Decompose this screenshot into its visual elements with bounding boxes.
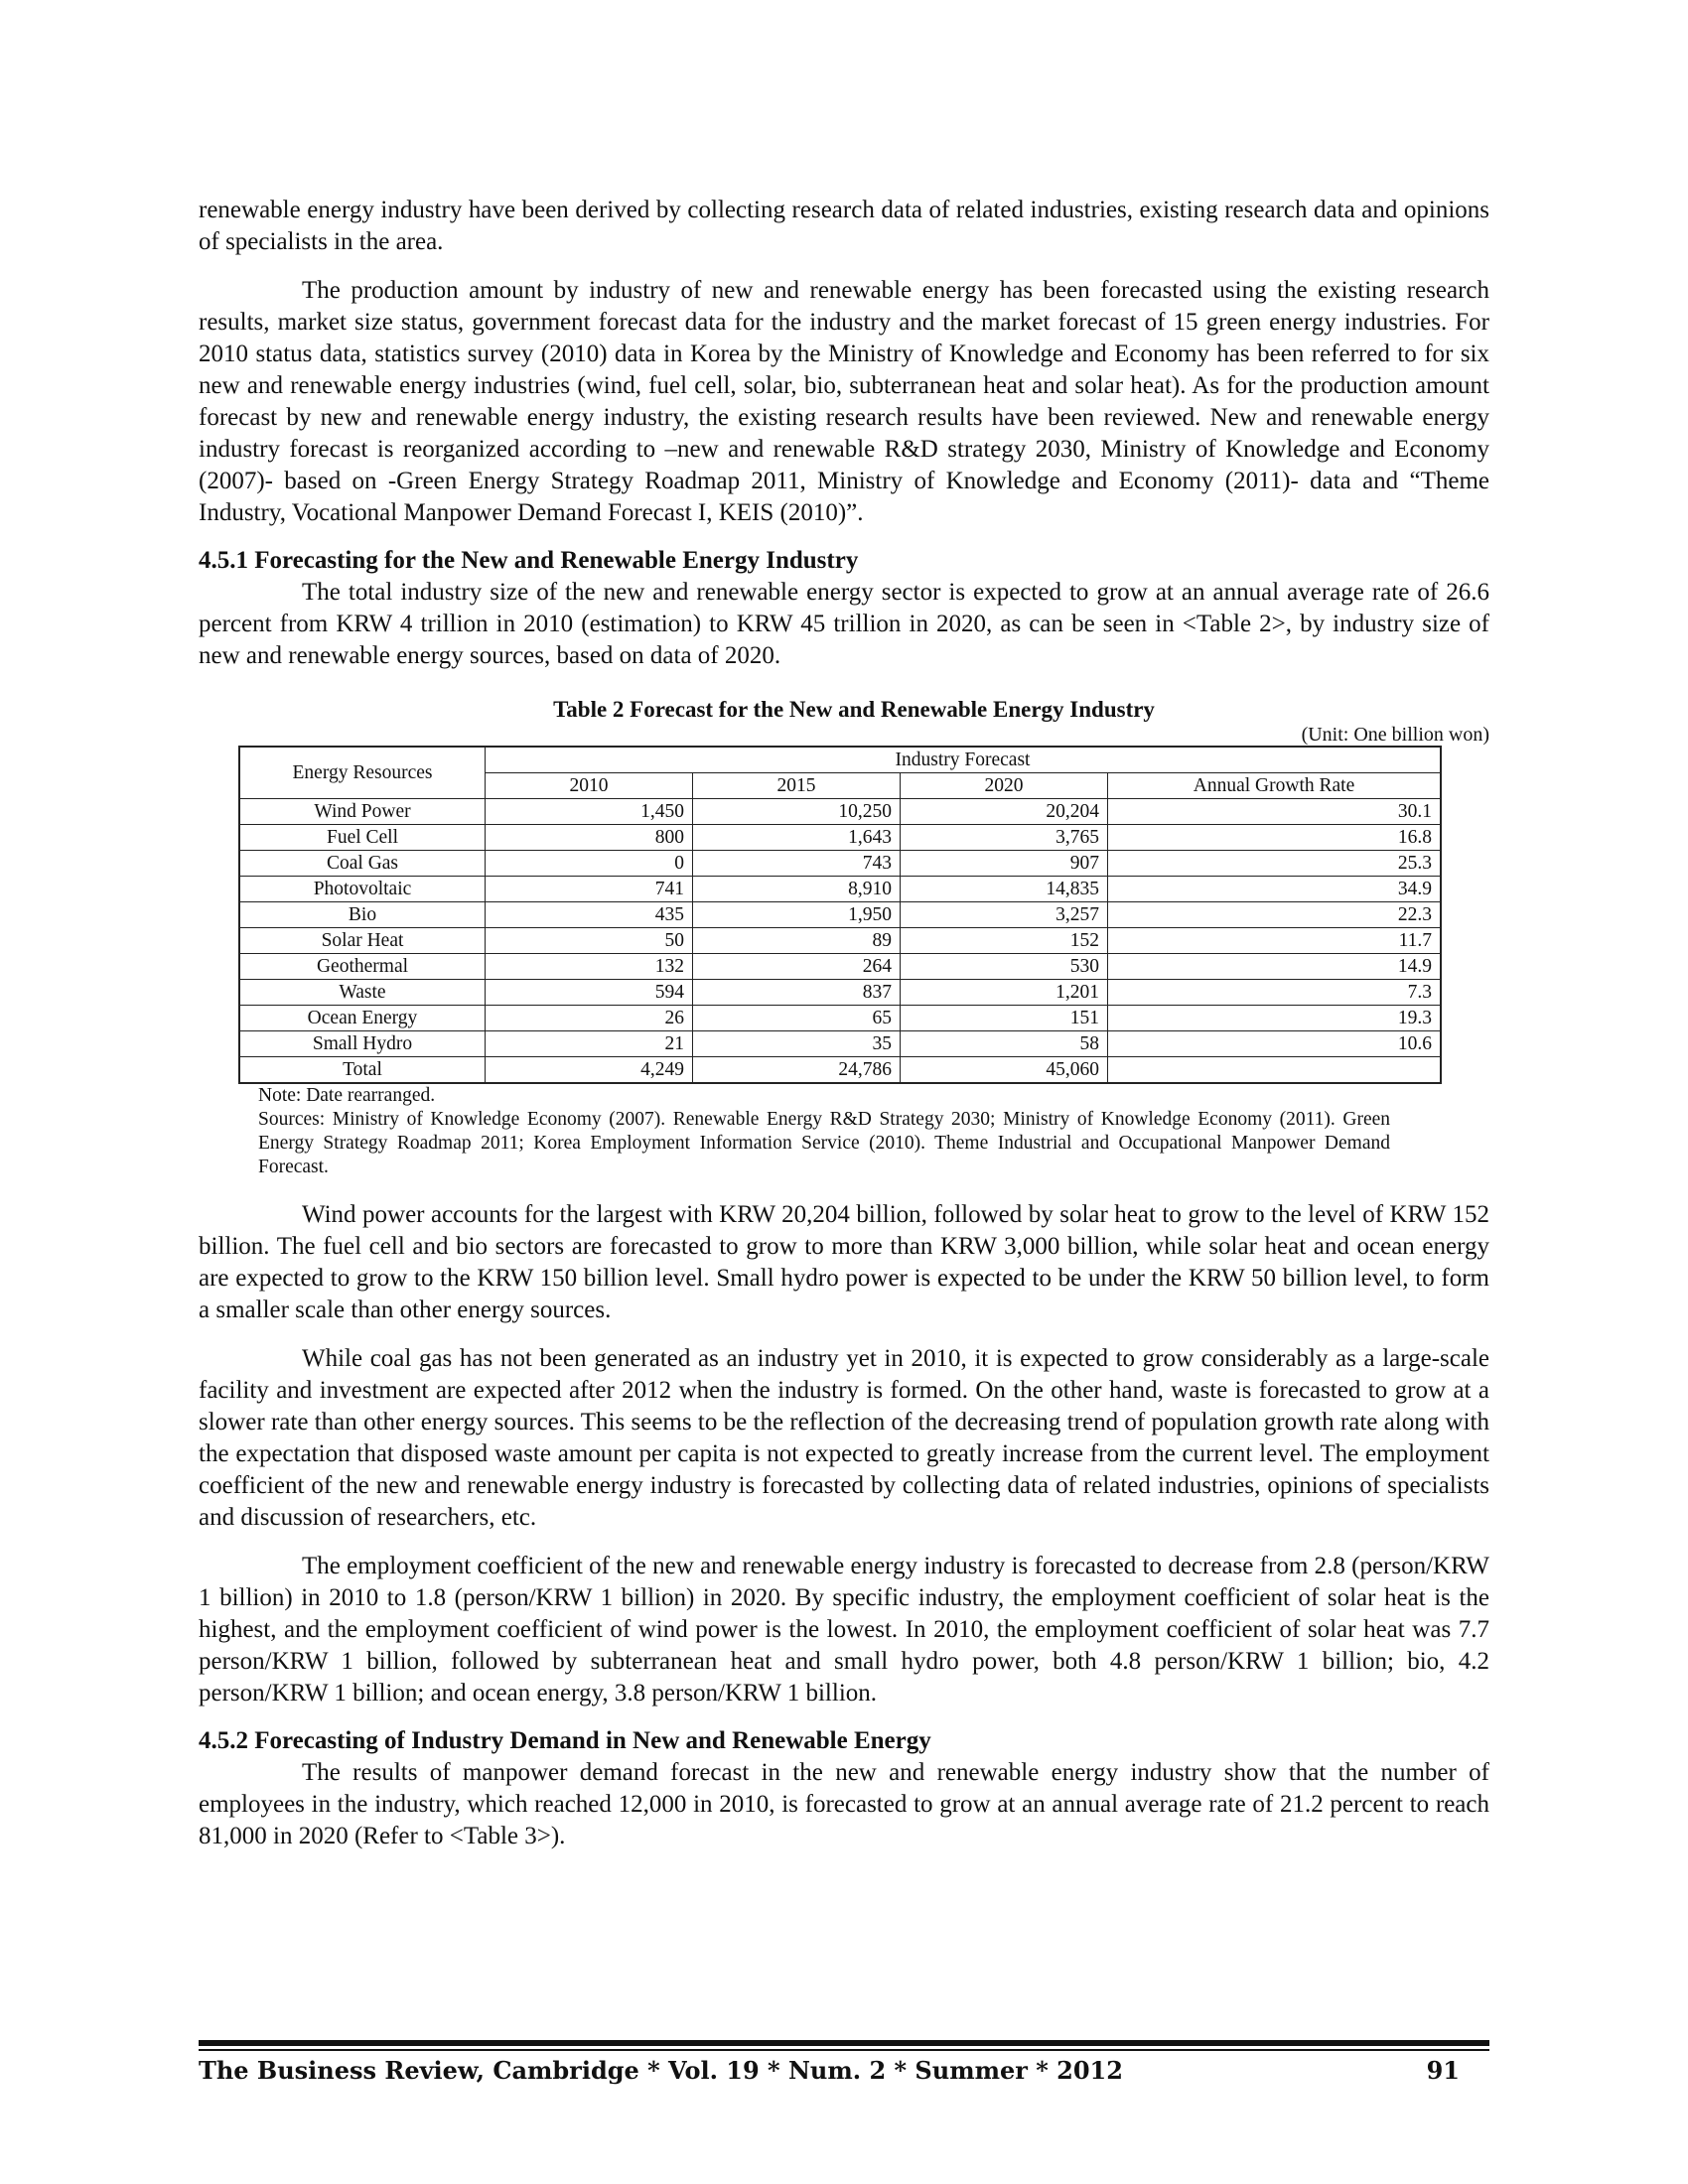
table-cell-2020: 151 <box>901 1006 1108 1031</box>
table-row <box>239 825 1441 851</box>
table-header-year: 2015 <box>693 773 901 799</box>
table-cell-growth: 19.3 <box>1108 1006 1442 1031</box>
table-cell-growth: 22.3 <box>1108 902 1442 928</box>
paragraph: The production amount by industry of new and renewable energy has been forecasted using the existing research results, market size status, government forecast data for the industry and the market forecast of 15 green energy industries. For 2010 status data, statistics survey (2010) data in Korea by the Ministry of Knowledge and Economy has been referred to for six new and renewable energy industries (wind, fuel cell, solar, bio, subterranean heat and solar heat). As for the production amount forecast by new and renewable energy industry, the existing research results have been reviewed. New and renewable energy industry forecast is reorganized according to –new and renewable R&D strategy 2030, Ministry of Knowledge and Economy (2007)- based on -Green Energy Strategy Roadmap 2011, Ministry of Knowledge and Economy (2011)- data and “Theme Industry, Vocational Manpower Demand Forecast I, KEIS (2010)”. <box>199 277 1489 526</box>
table-cell-2010: 435 <box>486 902 693 928</box>
table-row <box>239 980 1441 1006</box>
table-cell-2010: 1,450 <box>486 799 693 825</box>
table-cell-2015: 65 <box>693 1006 901 1031</box>
table-cell-2010: 26 <box>486 1006 693 1031</box>
table-row <box>239 851 1441 877</box>
table-cell-growth: 34.9 <box>1108 877 1442 902</box>
table-unit: (Unit: One billion won) <box>1301 724 1489 746</box>
table-header-year: 2010 <box>486 773 693 799</box>
journal-citation: The Business Review, Cambridge * Vol. 19 * Num. 2 * Summer * 2012 <box>199 2056 1123 2085</box>
section-heading: 4.5.1 Forecasting for the New and Renewable Energy Industry <box>199 547 859 574</box>
table-cell-resource: Solar Heat <box>239 928 486 954</box>
table-cell-growth: 11.7 <box>1108 928 1442 954</box>
table-cell-growth: 7.3 <box>1108 980 1442 1006</box>
table-cell-resource: Waste <box>239 980 486 1006</box>
table-cell-2015: 8,910 <box>693 877 901 902</box>
table-body <box>239 799 1441 1084</box>
table-cell-growth: 16.8 <box>1108 825 1442 851</box>
table-cell-resource: Wind Power <box>239 799 486 825</box>
table-cell-2015: 10,250 <box>693 799 901 825</box>
table-cell-2015: 35 <box>693 1031 901 1057</box>
table-cell-2020: 3,765 <box>901 825 1108 851</box>
table-cell-resource: Fuel Cell <box>239 825 486 851</box>
table-cell-growth: 25.3 <box>1108 851 1442 877</box>
paragraph: While coal gas has not been generated as an industry yet in 2010, it is expected to grow considerably as a large-scale facility and investment are expected after 2012 when the industry is formed. On the other hand, waste is forecasted to grow at a slower rate than other energy sources. This seems to be the reflection of the decreasing trend of population growth rate along with the expectation that disposed waste amount per capita is not expected to greatly increase from the current level. The employment coefficient of the new and renewable energy industry is forecasted by collecting data of related industries, opinions of specialists and discussion of researchers, etc. <box>199 1345 1489 1531</box>
table-row <box>239 1031 1441 1057</box>
table-cell-2020: 530 <box>901 954 1108 980</box>
table-cell-2010: 132 <box>486 954 693 980</box>
table-cell-resource: Small Hydro <box>239 1031 486 1057</box>
table-cell-2020: 1,201 <box>901 980 1108 1006</box>
table-cell-2020: 3,257 <box>901 902 1108 928</box>
table-cell-2015: 837 <box>693 980 901 1006</box>
table-cell-growth: 10.6 <box>1108 1031 1442 1057</box>
table-row <box>239 928 1441 954</box>
table-cell-resource: Geothermal <box>239 954 486 980</box>
table-cell-resource: Coal Gas <box>239 851 486 877</box>
table-cell-growth <box>1108 1057 1442 1084</box>
table-cell-growth: 14.9 <box>1108 954 1442 980</box>
table-title: Table 2 Forecast for the New and Renewable Energy Industry <box>553 697 1155 722</box>
table-cell-2010: 21 <box>486 1031 693 1057</box>
table-cell-2020: 14,835 <box>901 877 1108 902</box>
page-number: 91 <box>1426 2056 1460 2085</box>
paragraph: The results of manpower demand forecast in the new and renewable energy industry show that the number of employees in the industry, which reached 12,000 in 2010, is forecasted to grow at an annual average rate of 21.2 percent to reach 81,000 in 2020 (Refer to <Table 3>). <box>199 1759 1489 1849</box>
table-cell-2020: 152 <box>901 928 1108 954</box>
table-cell-2020: 20,204 <box>901 799 1108 825</box>
page-body <box>199 195 1489 1852</box>
table-header-resources: Energy Resources <box>239 747 486 799</box>
footer-rule <box>199 2049 1489 2051</box>
table-cell-2015: 24,786 <box>693 1057 901 1084</box>
table-cell-2015: 89 <box>693 928 901 954</box>
paragraph: The total industry size of the new and renewable energy sector is expected to grow at an annual average rate of 26.6 percent from KRW 4 trillion in 2010 (estimation) to KRW 45 trillion in 2020, as can be seen in <Table 2>, by industry size of new and renewable energy sources, based on data of 2020. <box>199 579 1489 669</box>
table-cell-2015: 264 <box>693 954 901 980</box>
table-cell-2010: 50 <box>486 928 693 954</box>
footer-rule <box>199 2040 1489 2046</box>
table-cell-growth: 30.1 <box>1108 799 1442 825</box>
table-header-growth: Annual Growth Rate <box>1108 773 1442 799</box>
table-cell-2020: 45,060 <box>901 1057 1108 1084</box>
table-row <box>239 877 1441 902</box>
table-row <box>239 1006 1441 1031</box>
table-cell-resource: Ocean Energy <box>239 1006 486 1031</box>
table-row <box>239 799 1441 825</box>
paragraph: Wind power accounts for the largest with KRW 20,204 billion, followed by solar heat to grow to the level of KRW 152 billion. The fuel cell and bio sectors are forecasted to grow to more than KRW 3,000 billion, while solar heat and ocean energy are expected to grow to the KRW 150 billion level. Small hydro power is expected to be under the KRW 50 billion level, to form a smaller scale than other energy sources. <box>199 1201 1489 1323</box>
table-cell-resource: Bio <box>239 902 486 928</box>
table-cell-2010: 0 <box>486 851 693 877</box>
table-cell-2010: 4,249 <box>486 1057 693 1084</box>
table-cell-2010: 800 <box>486 825 693 851</box>
table-cell-2015: 743 <box>693 851 901 877</box>
paragraph: renewable energy industry have been derived by collecting research data of related industries, existing research data and opinions of specialists in the area. <box>199 197 1489 255</box>
table-row <box>239 954 1441 980</box>
table-sources: Sources: Ministry of Knowledge Economy (2007). Renewable Energy R&D Strategy 2030; Ministry of Knowledge Economy (2011). Green Energy Strategy Roadmap 2011; Korea Employment Information Service (2010). Theme Industrial and Occupational Manpower Demand Forecast. <box>258 1109 1390 1177</box>
table-cell-2015: 1,643 <box>693 825 901 851</box>
section-heading: 4.5.2 Forecasting of Industry Demand in New and Renewable Energy <box>199 1727 931 1754</box>
paragraph: The employment coefficient of the new and renewable energy industry is forecasted to decrease from 2.8 (person/KRW 1 billion) in 2010 to 1.8 (person/KRW 1 billion) in 2020. By specific industry, the employment coefficient of solar heat is the highest, and the employment coefficient of wind power is the lowest. In 2010, the employment coefficient of solar heat was 7.7 person/KRW 1 billion, followed by subterranean heat and small hydro power, both 4.8 person/KRW 1 billion; bio, 4.2 person/KRW 1 billion; and ocean energy, 3.8 person/KRW 1 billion. <box>199 1553 1489 1706</box>
table-cell-2010: 741 <box>486 877 693 902</box>
table-header-year: 2020 <box>901 773 1108 799</box>
table-cell-2020: 58 <box>901 1031 1108 1057</box>
table-note: Note: Date rearranged. <box>258 1085 436 1106</box>
table-cell-2020: 907 <box>901 851 1108 877</box>
table-header-forecast: Industry Forecast <box>486 747 1442 773</box>
table-cell-2015: 1,950 <box>693 902 901 928</box>
table-cell-resource: Photovoltaic <box>239 877 486 902</box>
forecast-table <box>238 746 1442 1084</box>
table-row <box>239 902 1441 928</box>
table-cell-2010: 594 <box>486 980 693 1006</box>
table-cell-resource: Total <box>239 1057 486 1084</box>
table-row <box>239 1057 1441 1084</box>
